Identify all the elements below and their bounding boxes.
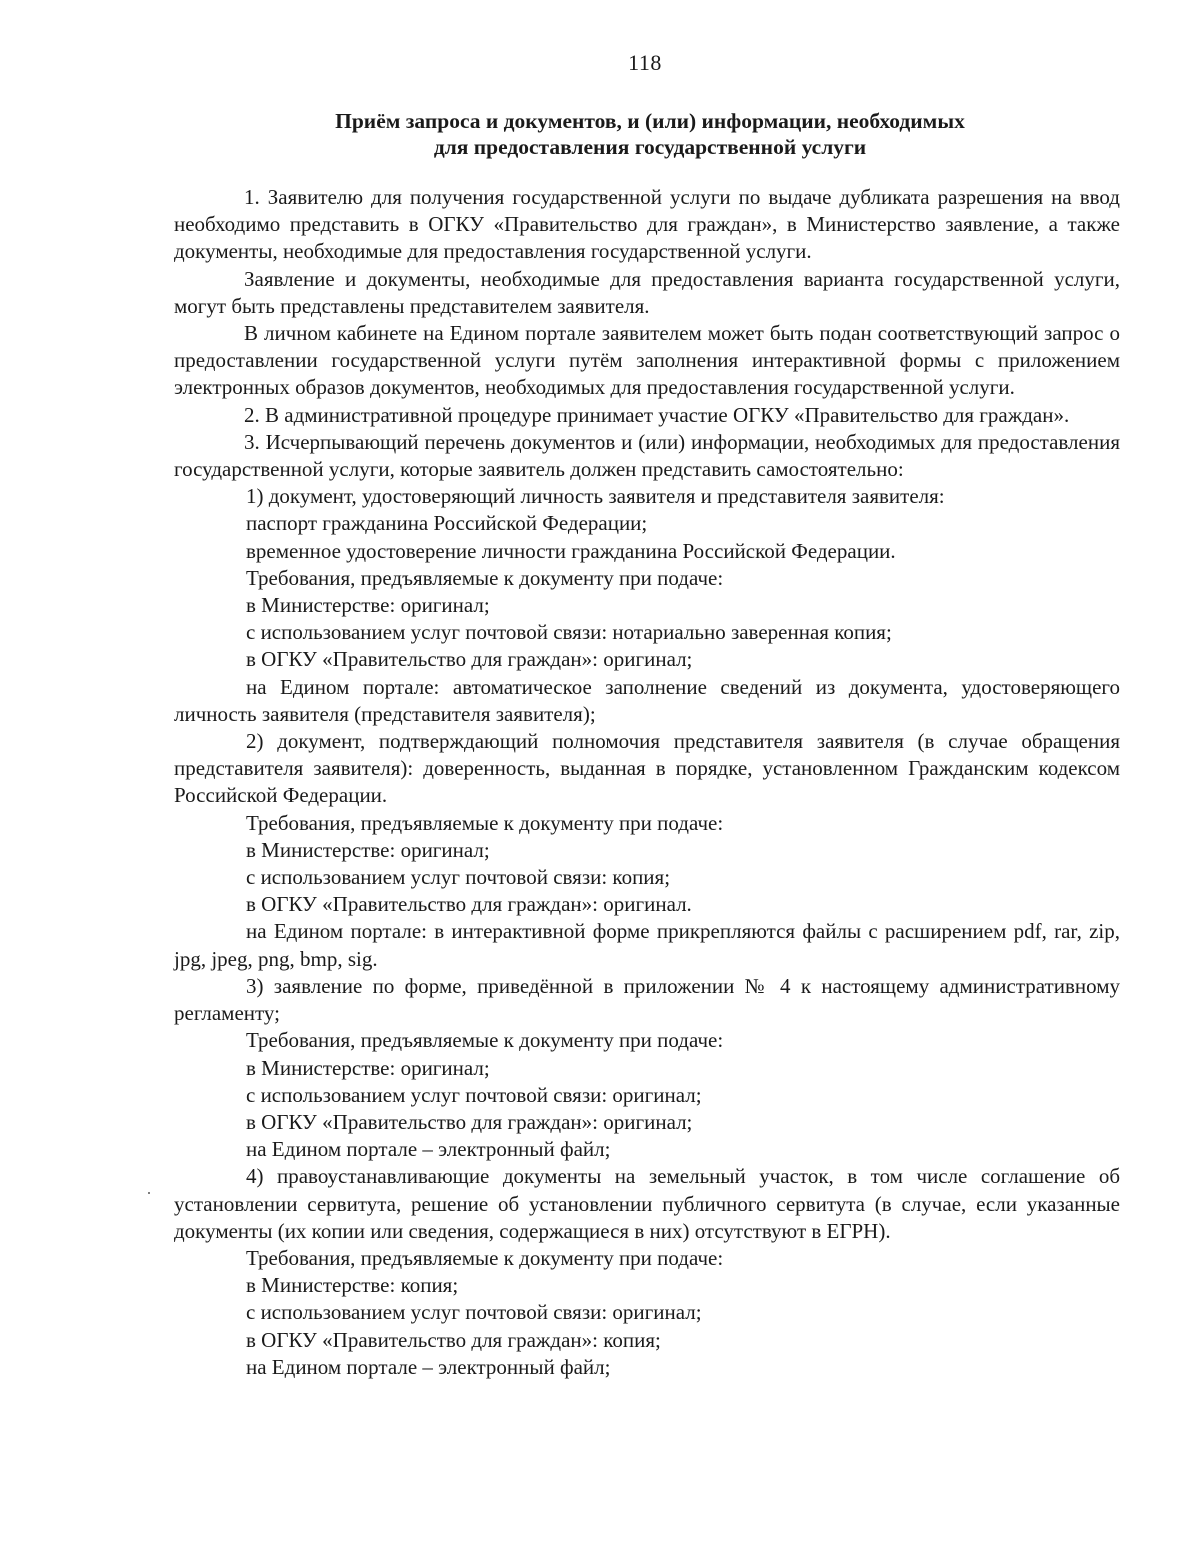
- paragraph-5: 3. Исчерпывающий перечень документов и (или) информации, необходимых для предоставления государственной услуги, которые заявитель должен представить самостоятельно:: [174, 429, 1120, 482]
- document-body: [174, 184, 1120, 1381]
- doc4-req-portal: на Едином портале – электронный файл;: [246, 1354, 611, 1379]
- doc4-requirements-title: Требования, предъявляемые к документу при подаче:: [246, 1245, 724, 1270]
- doc1-item-temporary-id: временное удостоверение личности гражданина Российской Федерации.: [246, 538, 896, 563]
- doc3-req-post: с использованием услуг почтовой связи: оригинал;: [246, 1082, 702, 1107]
- paragraph-3: В личном кабинете на Едином портале заявителем может быть подан соответствующий запрос о предоставлении государственной услуги путём заполнения интерактивной формы с приложением электронных образов документов, необходимых для предоставления государственной услуги.: [174, 321, 1120, 400]
- paragraph-4: 2. В административной процедуре принимает участие ОГКУ «Правительство для граждан».: [244, 402, 1070, 427]
- doc1-requirements-title: Требования, предъявляемые к документу при подаче:: [246, 565, 724, 590]
- doc3-req-ogku: в ОГКУ «Правительство для граждан»: оригинал;: [246, 1109, 693, 1134]
- doc2-req-portal: на Едином портале: в интерактивной форме прикрепляются файлы с расширением pdf, rar, zip, jpg, jpeg, png, bmp, sig.: [174, 919, 1120, 971]
- section-heading: [180, 108, 1120, 160]
- doc3-req-portal: на Едином портале – электронный файл;: [246, 1137, 611, 1162]
- doc2-requirements-title: Требования, предъявляемые к документу при подаче:: [246, 810, 724, 835]
- page-number: 118: [628, 50, 662, 75]
- doc1-title: 1) документ, удостоверяющий личность заявителя и представителя заявителя:: [246, 484, 945, 509]
- doc1-req-post: с использованием услуг почтовой связи: нотариально заверенная копия;: [246, 620, 892, 645]
- scan-speck: [148, 1192, 150, 1194]
- doc3-req-ministry: в Министерстве: оригинал;: [246, 1055, 490, 1080]
- heading-line-1: Приём запроса и документов, и (или) информации, необходимых: [335, 109, 965, 133]
- paragraph-2: Заявление и документы, необходимые для предоставления варианта государственной услуги, могут быть представлены представителем заявителя.: [174, 266, 1120, 318]
- heading-line-2: для предоставления государственной услуги: [433, 135, 867, 159]
- doc4-req-ogku: в ОГКУ «Правительство для граждан»: копия;: [246, 1327, 661, 1352]
- doc2-req-post: с использованием услуг почтовой связи: копия;: [246, 865, 671, 890]
- doc3-requirements-title: Требования, предъявляемые к документу при подаче:: [246, 1028, 724, 1053]
- doc4-req-ministry: в Министерстве: копия;: [246, 1273, 459, 1298]
- doc3-title: 3) заявление по форме, приведённой в приложении № 4 к настоящему административному регламенту;: [174, 973, 1120, 1026]
- doc4-req-post: с использованием услуг почтовой связи: оригинал;: [246, 1300, 702, 1325]
- doc2-title: 2) документ, подтверждающий полномочия представителя заявителя (в случае обращения представителя заявителя): доверенность, выданная в порядке, установленном Гражданским кодексом Российской Федерации.: [174, 729, 1120, 808]
- paragraph-1: 1. Заявителю для получения государственной услуги по выдаче дубликата разрешения на ввод необходимо представить в ОГКУ «Правительство для граждан», в Министерство заявление, а также документы, необходимые для предоставления государственной услуги.: [174, 185, 1120, 264]
- doc2-req-ministry: в Министерстве: оригинал;: [246, 837, 490, 862]
- doc1-req-portal: на Едином портале: автоматическое заполнение сведений из документа, удостоверяющего личность заявителя (представителя заявителя);: [174, 674, 1120, 726]
- doc1-req-ministry: в Министерстве: оригинал;: [246, 593, 490, 618]
- doc2-req-ogku: в ОГКУ «Правительство для граждан»: оригинал.: [246, 892, 692, 917]
- doc1-req-ogku: в ОГКУ «Правительство для граждан»: оригинал;: [246, 647, 693, 672]
- doc1-item-passport: паспорт гражданина Российской Федерации;: [246, 511, 648, 536]
- doc4-title: 4) правоустанавливающие документы на земельный участок, в том числе соглашение об установлении сервитута, решение об установлении публичного сервитута (в случае, если указанные документы (их копии или сведения, содержащиеся в них) отсутствуют в ЕГРН).: [174, 1164, 1120, 1243]
